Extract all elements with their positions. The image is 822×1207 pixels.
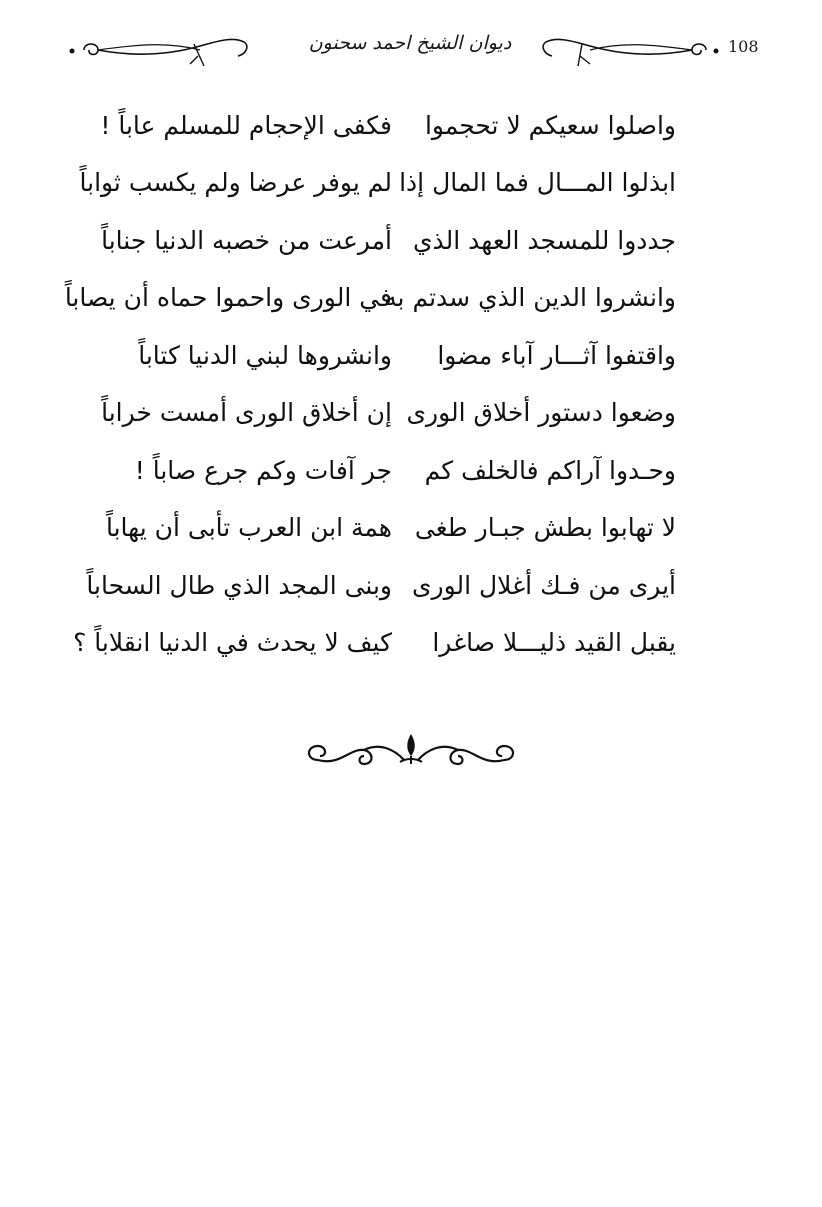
verse-row [0, 387, 822, 444]
page-number: 108 [728, 37, 759, 56]
verse-first-hemistich: واصلوا سعيكم لا تحجموا [424, 111, 676, 140]
verse-first-hemistich: يقبل القيد ذليـــلا صاغرا [432, 628, 676, 657]
verse-row [0, 215, 822, 272]
verse-second-hemistich: كيف لا يحدث في الدنيا انقلاباً ؟ [73, 628, 392, 657]
verse-first-hemistich: أيرى من فـك أغلال الورى [411, 571, 676, 600]
verse-first-hemistich: لا تهابوا بطش جبـار طغى [414, 513, 676, 542]
running-title: ديوان الشيخ احمد سحنون [308, 32, 512, 54]
verse-first-hemistich: وضعوا دستور أخلاق الورى [406, 398, 676, 427]
verse-row [0, 100, 822, 157]
verse-second-hemistich: إن أخلاق الورى أمست خراباً [101, 398, 392, 427]
verse-second-hemistich: وانشروها لبني الدنيا كتاباً [138, 341, 392, 370]
verse-first-hemistich: وحـدوا آراكم فالخلف كم [424, 456, 676, 485]
verse-second-hemistich: لم يوفر عرضا ولم يكسب ثواباً [79, 168, 392, 197]
fleuron-icon [300, 728, 522, 778]
end-fleuron [300, 728, 522, 782]
verse-row [0, 272, 822, 329]
verse-second-hemistich: فكفى الإحجام للمسلم عاباً ! [100, 111, 392, 140]
verse-first-hemistich: وانشروا الدين الذي سدتم به [384, 283, 676, 312]
verse-second-hemistich: جر آفات وكم جرع صاباً ! [134, 456, 392, 485]
verse-first-hemistich: جددوا للمسجد العهد الذي [412, 226, 676, 255]
verse-row [0, 502, 822, 559]
verse-row [0, 157, 822, 214]
verse-second-hemistich: وبنى المجد الذي طال السحاباً [86, 571, 392, 600]
verse-row [0, 617, 822, 674]
verse-second-hemistich: همة ابن العرب تأبى أن يهاباً [105, 513, 392, 542]
verse-second-hemistich: أمرعت من خصبه الدنيا جناباً [101, 226, 392, 255]
verse-first-hemistich: واقتفوا آثـــار آباء مضوا [437, 341, 676, 370]
verse-row [0, 560, 822, 617]
verse-row [0, 330, 822, 387]
verse-first-hemistich: ابذلوا المـــال فما المال إذا [399, 168, 676, 197]
verse-row [0, 445, 822, 502]
verse-second-hemistich: في الورى واحموا حماه أن يصاباً [64, 283, 392, 312]
